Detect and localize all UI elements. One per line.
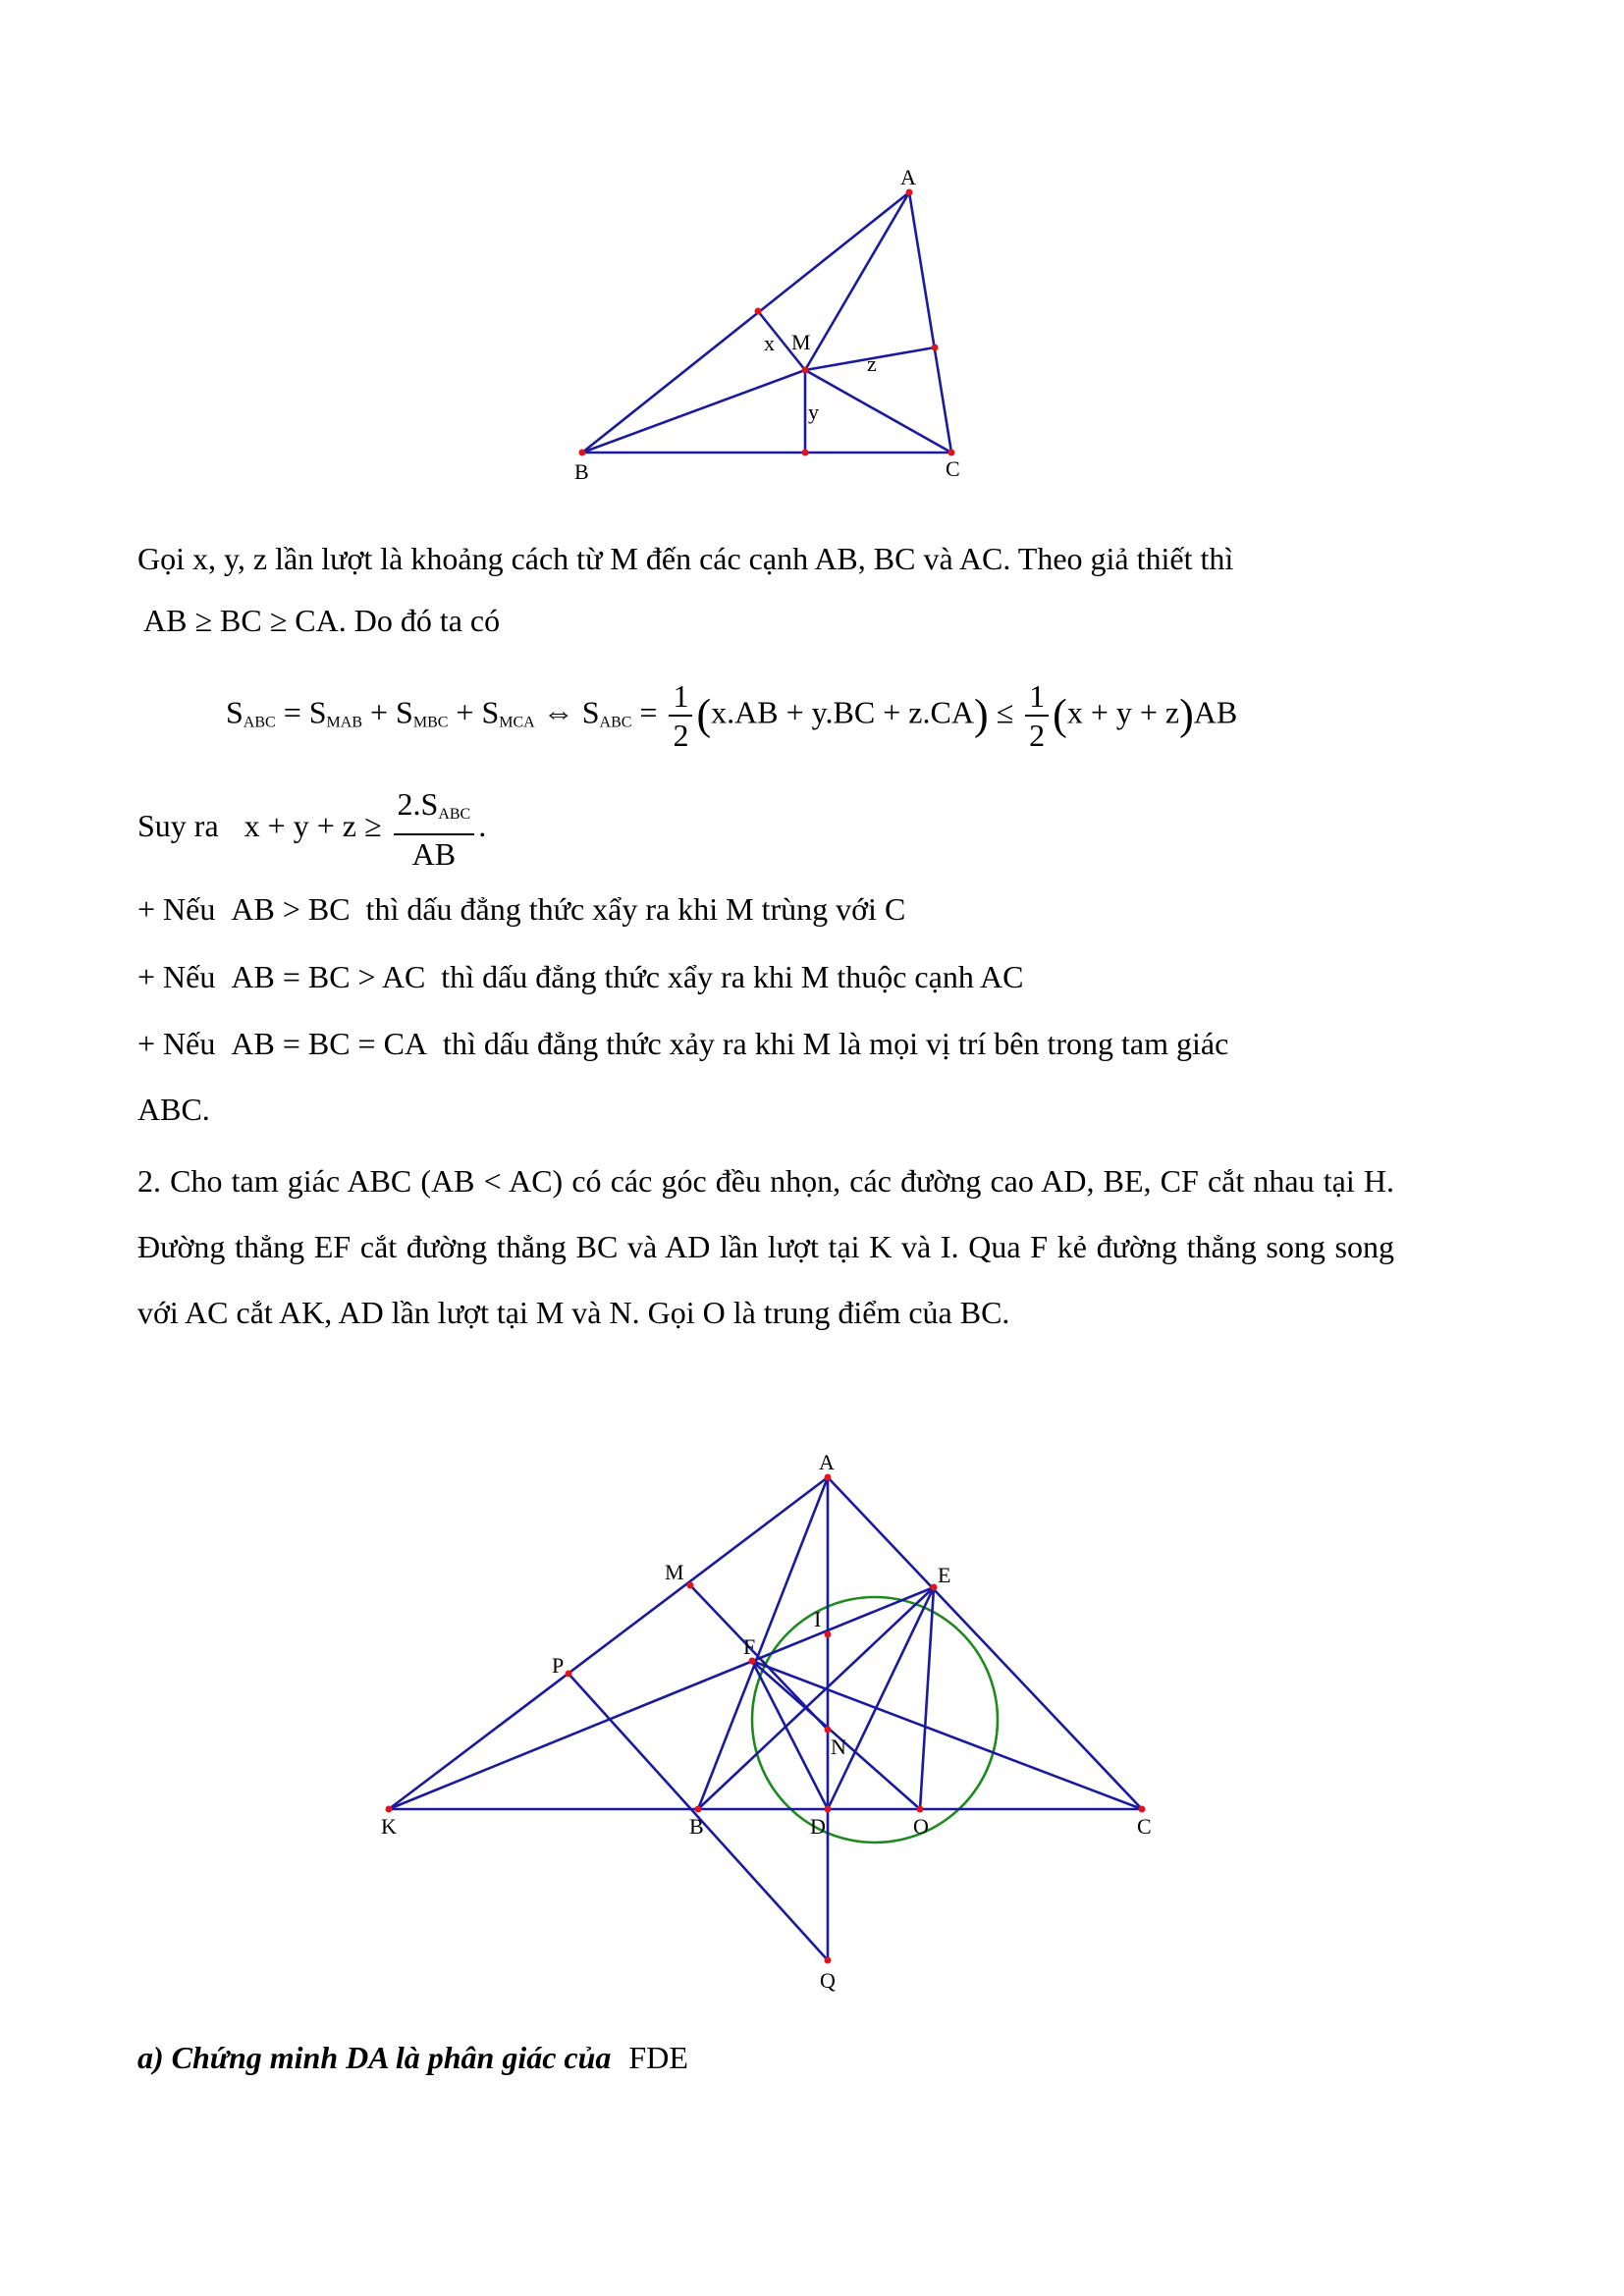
part-a-text: a) Chứng minh DA là phân giác của [137,2040,612,2075]
label-A2: A [819,1450,835,1474]
label-N2: N [831,1735,846,1759]
label-I2: I [814,1607,822,1631]
case-2-text: thì dấu đẳng thức xẩy ra khi M thuộc cạnh AC [441,959,1024,994]
case-1-math: AB > BC [231,891,351,927]
label-M: M [791,330,811,354]
label-Q2: Q [820,1968,836,1993]
suy-ra-label: Suy ra [137,807,219,843]
label-D2: D [810,1814,826,1839]
label-O2: O [913,1814,929,1839]
figure-orthocenter [363,1443,1188,1993]
figure-triangle-distances [550,157,1021,491]
case-2 [137,959,1024,995]
label-B2: B [689,1814,704,1839]
label-F2: F [743,1634,756,1659]
label-M2: M [665,1560,684,1584]
case-3-prefix: + Nếu [137,1026,216,1061]
figure2-lines [389,1477,1142,1960]
part-a-angle: FDE [628,2040,688,2075]
inequality-line [137,603,500,639]
part-a [137,2040,688,2076]
problem-2-statement: 2. Cho tam giác ABC (AB < AC) có các góc đều nhọn, các đường cao AD, BE, CF cắt nhau tại H. Đường thẳng EF cắt đường thẳng BC và AD lần lượt tại K và I. Qua F kẻ đường thẳng song song với AC cắt AK, AD lần lượt tại M và N. Gọi O là trung điểm của BC. [137,1163,1394,1330]
label-K2: K [381,1814,397,1839]
inequality-ab-bc-ca: AB ≥ BC ≥ CA [143,603,339,638]
case-3-continued: ABC. [137,1092,210,1127]
label-A: A [900,165,916,189]
area-equation: $S_{ABC} = S_{MAB} + S_{MBC} + S_{MCA}$ ⇔ $S_{ABC}$ = $\frac{1}{2}$ (x.AB + y.BC + z.CA) ≤ $\frac{1}{2}$ (x + y + z)AB [226,678,1238,753]
inequality-rest: . Do đó ta có [338,603,501,638]
label-x: x [764,331,775,355]
case-2-math: AB = BC > AC [231,959,426,994]
label-E2: E [938,1563,951,1587]
label-B: B [574,459,589,484]
label-C: C [946,456,960,481]
case-1-prefix: + Nếu [137,891,216,927]
case-1 [137,891,905,928]
case-2-prefix: + Nếu [137,959,216,994]
suy-ra-line: Suy ra x + y + z ≥ $\frac{2.S_{ABC}}{AB}$ . [137,786,487,872]
label-z: z [867,351,877,376]
label-C2: C [1137,1814,1152,1839]
circle-def [752,1597,998,1842]
case-3 [137,1026,1394,1062]
case-3-math: AB = BC = CA [231,1026,428,1061]
figure1-lines [582,192,951,453]
case-3-text: thì dấu đẳng thức xảy ra khi M là mọi vị trí bên trong tam giác [443,1026,1229,1061]
label-P2: P [552,1653,565,1678]
case-1-text: thì dấu đẳng thức xẩy ra khi M trùng với C [365,891,906,927]
paragraph-distances: Gọi x, y, z lần lượt là khoảng cách từ M đến các cạnh AB, BC và AC. Theo giả thiết thì [137,541,1234,576]
label-y: y [808,400,819,424]
